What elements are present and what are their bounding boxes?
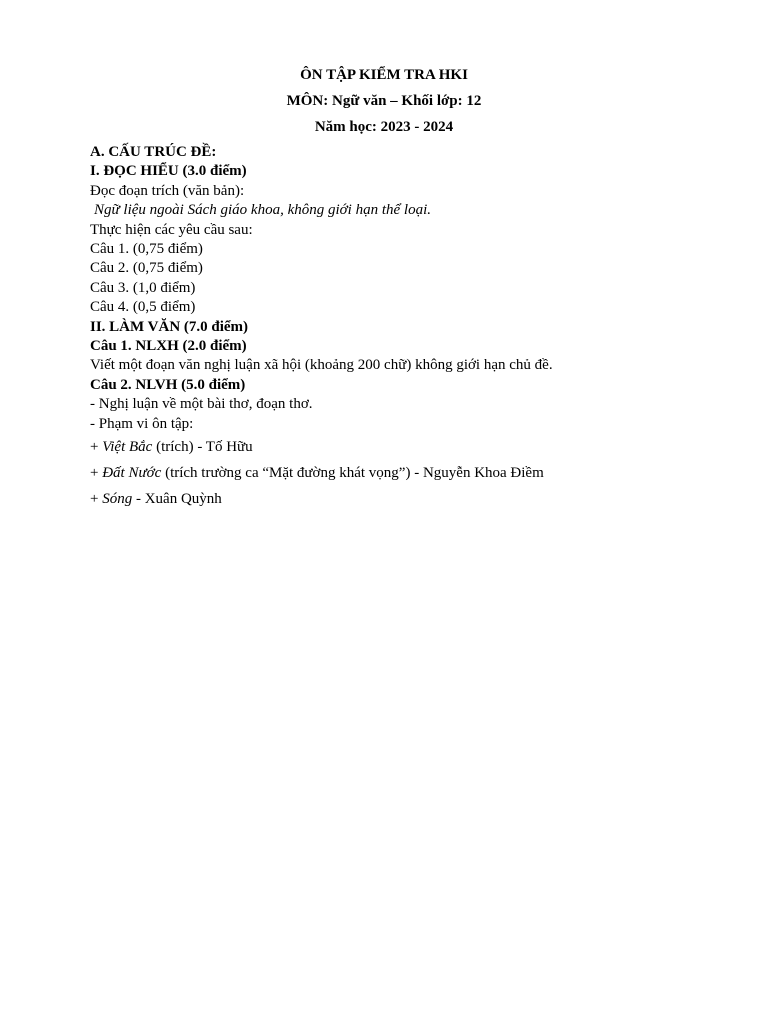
question-3: Câu 3. (1,0 điểm) <box>90 279 196 296</box>
exam-structure <box>90 143 730 434</box>
review-item <box>90 438 730 456</box>
review-item-rest: (trích) - Tố Hữu <box>152 439 253 455</box>
question-2: Câu 2. (0,75 điểm) <box>90 260 203 277</box>
section-a-heading: A. CẤU TRÚC ĐỀ: <box>90 144 217 160</box>
review-item <box>90 464 730 482</box>
review-item <box>90 490 730 508</box>
instruction-line: Thực hiện các yêu cầu sau: <box>90 221 253 238</box>
question-4: Câu 4. (0,5 điểm) <box>90 299 196 316</box>
q1-text: Viết một đoạn văn nghị luận xã hội (khoảng 200 chữ) không giới hạn chủ đề. <box>90 357 553 374</box>
q1-heading: Câu 1. NLXH (2.0 điểm) <box>90 338 247 355</box>
q2-line-1: - Nghị luận về một bài thơ, đoạn thơ. <box>90 396 313 413</box>
review-item-title: Đất Nước <box>102 465 162 481</box>
school-year-line: Năm học: 2023 - 2024 <box>314 119 454 135</box>
q2-line-2: - Phạm vi ôn tập: <box>90 415 194 432</box>
review-item-title: Việt Bắc <box>102 439 153 455</box>
review-item-prefix: + <box>90 491 103 507</box>
review-item-title: Sóng <box>102 491 133 507</box>
source-note: Ngữ liệu ngoài Sách giáo khoa, không giới hạn thể loại. <box>94 202 431 219</box>
review-item-rest: (trích trường ca “Mặt đường khát vọng”) - Nguyễn Khoa Điềm <box>161 465 544 481</box>
document-title: ÔN TẬP KIỂM TRA HKI <box>300 67 468 83</box>
part-2-heading: II. LÀM VĂN (7.0 điểm) <box>90 318 249 335</box>
read-text-line: Đọc đoạn trích (văn bản): <box>90 182 245 199</box>
q2-heading: Câu 2. NLVH (5.0 điểm) <box>90 376 246 393</box>
review-item-prefix: + <box>90 465 103 481</box>
review-item-prefix: + <box>90 439 103 455</box>
review-list <box>90 438 730 516</box>
subject-line: MÔN: Ngữ văn – Khối lớp: 12 <box>286 93 482 109</box>
review-item-rest: - Xuân Quỳnh <box>132 491 222 507</box>
question-1: Câu 1. (0,75 điểm) <box>90 241 203 258</box>
part-1-heading: I. ĐỌC HIỂU (3.0 điểm) <box>90 163 247 180</box>
